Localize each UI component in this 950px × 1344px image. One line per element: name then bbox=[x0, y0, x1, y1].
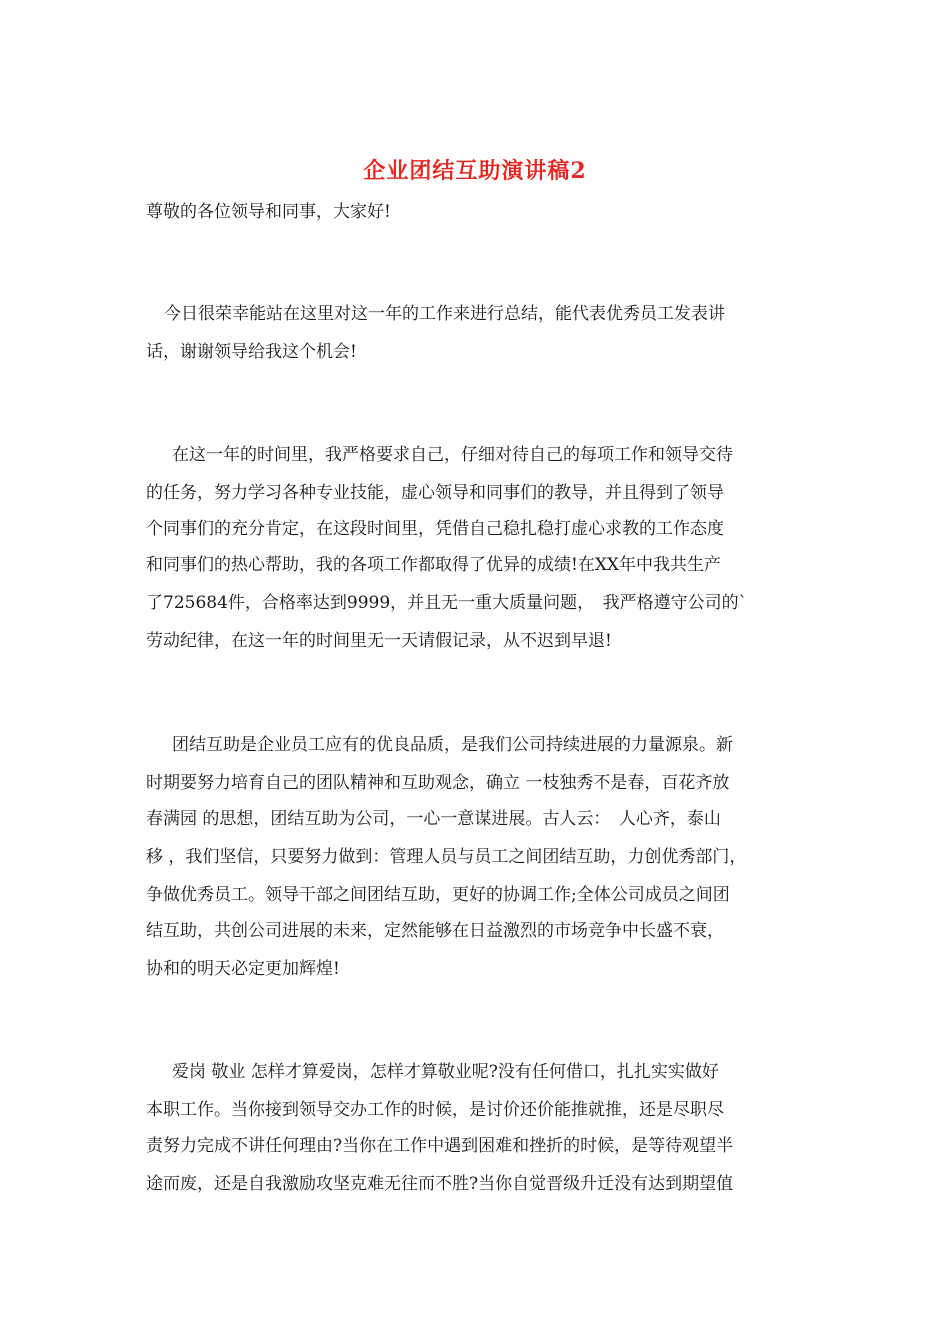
paragraph-3-line-1: 团结互助是企业员工应有的优良品质，是我们公司持续进展的力量源泉。新 bbox=[172, 735, 733, 755]
paragraph-2-line-2: 的任务，努力学习各种专业技能，虚心领导和同事们的教导，并且得到了领导 bbox=[146, 483, 724, 503]
paragraph-3-line-2: 时期要努力培育自己的团队精神和互助观念，确立 一枝独秀不是春，百花齐放 bbox=[146, 773, 730, 793]
paragraph-4-line-1: 爱岗 敬业 怎样才算爱岗，怎样才算敬业呢?没有任何借口，扎扎实实做好 bbox=[172, 1062, 719, 1082]
paragraph-1-line-2: 话，谢谢领导给我这个机会! bbox=[146, 342, 357, 362]
paragraph-3-line-3: 春满园 的思想，团结互助为公司，一心一意谋进展。古人云： 人心齐，泰山 bbox=[146, 809, 721, 829]
paragraph-4-line-2: 本职工作。当你接到领导交办工作的时候，是讨价还价能推就推，还是尽职尽 bbox=[146, 1100, 724, 1120]
paragraph-2-line-4: 和同事们的热心帮助，我的各项工作都取得了优异的成绩!在XX年中我共生产 bbox=[146, 555, 722, 575]
paragraph-1-line-1: 今日很荣幸能站在这里对这一年的工作来进行总结，能代表优秀员工发表讲 bbox=[164, 304, 725, 324]
paragraph-2-line-6: 劳动纪律，在这一年的时间里无一天请假记录，从不迟到早退! bbox=[146, 631, 612, 651]
paragraph-4-line-4: 途而废，还是自我激励攻坚克难无往而不胜?当你自觉晋级升迁没有达到期望值 bbox=[146, 1174, 734, 1194]
paragraph-2-line-5: 了725684件，合格率达到9999，并且无一重大质量问题， 我严格遵守公司的` bbox=[146, 593, 748, 613]
paragraph-3-line-7: 协和的明天必定更加辉煌! bbox=[146, 959, 340, 979]
paragraph-3-line-5: 争做优秀员工。领导干部之间团结互助，更好的协调工作;全体公司成员之间团 bbox=[146, 885, 730, 905]
paragraph-2-line-3: 个同事们的充分肯定，在这段时间里，凭借自己稳扎稳打虚心求教的工作态度 bbox=[146, 519, 724, 539]
paragraph-3-line-4: 移 ，我们坚信，只要努力做到：管理人员与员工之间团结互助，力创优秀部门， bbox=[146, 847, 747, 867]
greeting-line: 尊敬的各位领导和同事，大家好! bbox=[146, 202, 391, 222]
document-title: 企业团结互助演讲稿2 bbox=[363, 158, 587, 184]
paragraph-2-line-1: 在这一年的时间里，我严格要求自己，仔细对待自己的每项工作和领导交待 bbox=[172, 445, 733, 465]
paragraph-3-line-6: 结互助，共创公司进展的未来，定然能够在日益激烈的市场竞争中长盛不衰， bbox=[146, 921, 724, 941]
paragraph-4-line-3: 责努力完成不讲任何理由?当你在工作中遇到困难和挫折的时候，是等待观望半 bbox=[146, 1136, 734, 1156]
